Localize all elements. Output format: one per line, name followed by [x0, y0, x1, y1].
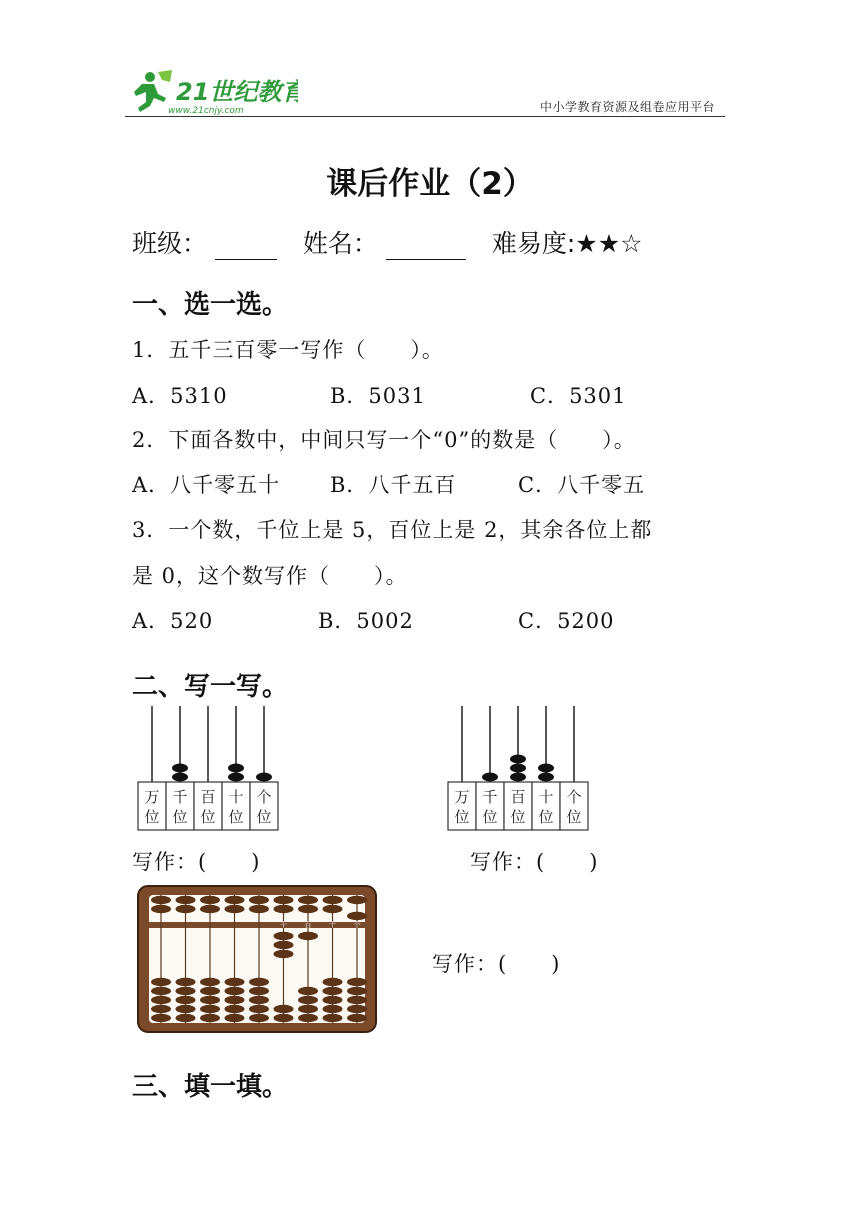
suanpan-bead: [151, 1014, 171, 1022]
suanpan-bead: [176, 1014, 196, 1022]
q3-option-c[interactable]: C．5200: [518, 609, 615, 633]
suanpan-bead: [225, 987, 245, 995]
suanpan-bead: [323, 987, 343, 995]
place-label-char: 位: [454, 808, 470, 826]
platform-label: 中小学教育资源及组卷应用平台: [540, 100, 716, 114]
suanpan-bead: [176, 1005, 196, 1013]
suanpan-bead: [176, 996, 196, 1004]
suanpan-bead: [225, 896, 245, 904]
suanpan-bead: [225, 1005, 245, 1013]
section1-heading: 一、选一选。: [132, 290, 289, 320]
class-label: 班级：: [132, 229, 208, 258]
place-label-char: 十: [538, 788, 554, 806]
suanpan-bead: [298, 987, 318, 995]
suanpan-bead: [347, 1005, 367, 1013]
suanpan-bead: [200, 1005, 220, 1013]
difficulty-stars: ★★☆: [575, 229, 643, 258]
suanpan-bead: [298, 996, 318, 1004]
place-label-char: 千: [172, 788, 188, 806]
suanpan-bead: [249, 896, 269, 904]
suanpan-bead: [249, 996, 269, 1004]
place-label-char: 千: [482, 788, 498, 806]
abacus-bead: [172, 764, 188, 773]
name-blank[interactable]: [386, 233, 466, 260]
suanpan-bead: [200, 1014, 220, 1022]
suanpan-bead: [347, 912, 367, 920]
q2-option-c[interactable]: C．八千零五: [518, 473, 646, 497]
suanpan-bead: [298, 1014, 318, 1022]
suanpan-bead: [298, 932, 318, 940]
suanpan-bead: [225, 1014, 245, 1022]
abacus-bead: [172, 773, 188, 782]
counting-abacus-2: [446, 704, 596, 834]
suanpan-bead: [200, 905, 220, 913]
suanpan-bead: [274, 1014, 294, 1022]
suanpan-bead: [298, 1005, 318, 1013]
suanpan-bead: [225, 905, 245, 913]
suanpan-bead: [347, 996, 367, 1004]
suanpan-bead: [151, 905, 171, 913]
suanpan-bead: [249, 905, 269, 913]
place-label-char: 个: [566, 788, 582, 806]
suanpan-bead: [347, 896, 367, 904]
suanpan-bead: [274, 932, 294, 940]
abacus-bead: [538, 764, 554, 773]
q1-option-b[interactable]: B．5031: [330, 384, 426, 408]
q1-option-a[interactable]: A．5310: [132, 384, 228, 408]
place-label-char: 位: [566, 808, 582, 826]
suanpan-bead: [176, 905, 196, 913]
write-answer-2[interactable]: 写作：( ): [470, 850, 599, 874]
question-3-options: [132, 605, 732, 635]
suanpan-bead: [200, 996, 220, 1004]
suanpan-bead: [323, 1005, 343, 1013]
q2-option-a[interactable]: A．八千零五十: [132, 473, 281, 497]
suanpan-bead: [176, 896, 196, 904]
place-label-char: 位: [200, 808, 216, 826]
place-label-char: 万: [144, 788, 160, 806]
suanpan-bead: [298, 896, 318, 904]
place-label-char: 位: [144, 808, 160, 826]
place-label-char: 个: [256, 788, 272, 806]
suanpan-bead: [274, 896, 294, 904]
suanpan-bead: [249, 1005, 269, 1013]
suanpan-bead: [298, 905, 318, 913]
section3-heading: 三、填一填。: [132, 1072, 289, 1102]
logo-text: 21世纪教育: [176, 78, 298, 106]
suanpan-bead: [176, 978, 196, 986]
logo-url: www.21cnjy.com: [168, 106, 244, 116]
counting-abacus-1: [136, 704, 286, 834]
question-3-line1: 3．一个数，千位上是 5，百位上是 2，其余各位上都: [132, 518, 653, 542]
write-answer-3[interactable]: 写作：( ): [432, 952, 561, 976]
suanpan-bead: [151, 896, 171, 904]
suanpan-place-label: 千: [280, 921, 287, 929]
suanpan-bead: [225, 996, 245, 1004]
suanpan-bead: [274, 1005, 294, 1013]
question-3-line2: 是 0，这个数写作（ ）。: [132, 564, 408, 588]
name-label: 姓名：: [302, 229, 378, 258]
question-2: 2．下面各数中，中间只写一个“0”的数是（ ）。: [132, 428, 636, 452]
place-label-char: 位: [510, 808, 526, 826]
question-1: 1．五千三百零一写作（ ）。: [132, 338, 444, 362]
suanpan-bead: [274, 905, 294, 913]
suanpan-bead: [249, 987, 269, 995]
suanpan-bead: [323, 996, 343, 1004]
q1-option-c[interactable]: C．5301: [530, 384, 627, 408]
suanpan-bead: [200, 987, 220, 995]
suanpan-place-label: 十: [329, 921, 336, 929]
q3-option-b[interactable]: B．5002: [318, 609, 414, 633]
place-label-char: 位: [538, 808, 554, 826]
suanpan-bead: [225, 978, 245, 986]
place-label-char: 十: [228, 788, 244, 806]
place-label-char: 位: [256, 808, 272, 826]
q3-option-a[interactable]: A．520: [132, 609, 214, 633]
logo: [128, 68, 298, 116]
place-label-char: 位: [482, 808, 498, 826]
abacus-bead: [228, 764, 244, 773]
place-label-char: 位: [228, 808, 244, 826]
write-answer-1[interactable]: 写作：( ): [132, 850, 261, 874]
class-blank[interactable]: [215, 233, 277, 260]
abacus-bead: [538, 773, 554, 782]
abacus-bead: [256, 773, 272, 782]
suanpan-bead: [274, 941, 294, 949]
suanpan-bead: [347, 987, 367, 995]
q2-option-b[interactable]: B．八千五百: [330, 473, 457, 497]
suanpan-bead: [249, 1014, 269, 1022]
suanpan-bead: [200, 978, 220, 986]
suanpan-bead: [151, 996, 171, 1004]
suanpan-bead: [274, 950, 294, 958]
suanpan-bead: [347, 978, 367, 986]
suanpan-bead: [323, 905, 343, 913]
place-label-char: 百: [510, 788, 526, 806]
place-label-char: 位: [172, 808, 188, 826]
suanpan-bead: [151, 987, 171, 995]
suanpan-bead: [323, 1014, 343, 1022]
suanpan-bead: [323, 978, 343, 986]
suanpan-bead: [323, 896, 343, 904]
abacus-bead: [510, 764, 526, 773]
page-title: 课后作业（2）: [326, 166, 534, 202]
suanpan-bead: [151, 1005, 171, 1013]
suanpan-bead: [347, 1014, 367, 1022]
suanpan-bead: [249, 978, 269, 986]
runner-icon: [134, 70, 172, 112]
suanpan-bead: [200, 896, 220, 904]
abacus-bead: [482, 773, 498, 782]
abacus-bead: [510, 773, 526, 782]
section2-heading: 二、写一写。: [132, 672, 289, 702]
suanpan-place-label: 个: [353, 921, 361, 929]
suanpan-abacus: [136, 884, 378, 1034]
place-label-char: 万: [454, 788, 470, 806]
question-1-options: [132, 380, 732, 410]
place-label-char: 百: [200, 788, 216, 806]
suanpan-place-label: 百: [304, 921, 312, 929]
suanpan-bead: [151, 978, 171, 986]
abacus-bead: [510, 755, 526, 764]
suanpan-bead: [176, 987, 196, 995]
student-info-line: [132, 224, 643, 260]
abacus-bead: [228, 773, 244, 782]
header-divider: [125, 116, 725, 117]
difficulty-label: 难易度:: [491, 229, 576, 258]
question-2-options: [132, 469, 732, 499]
